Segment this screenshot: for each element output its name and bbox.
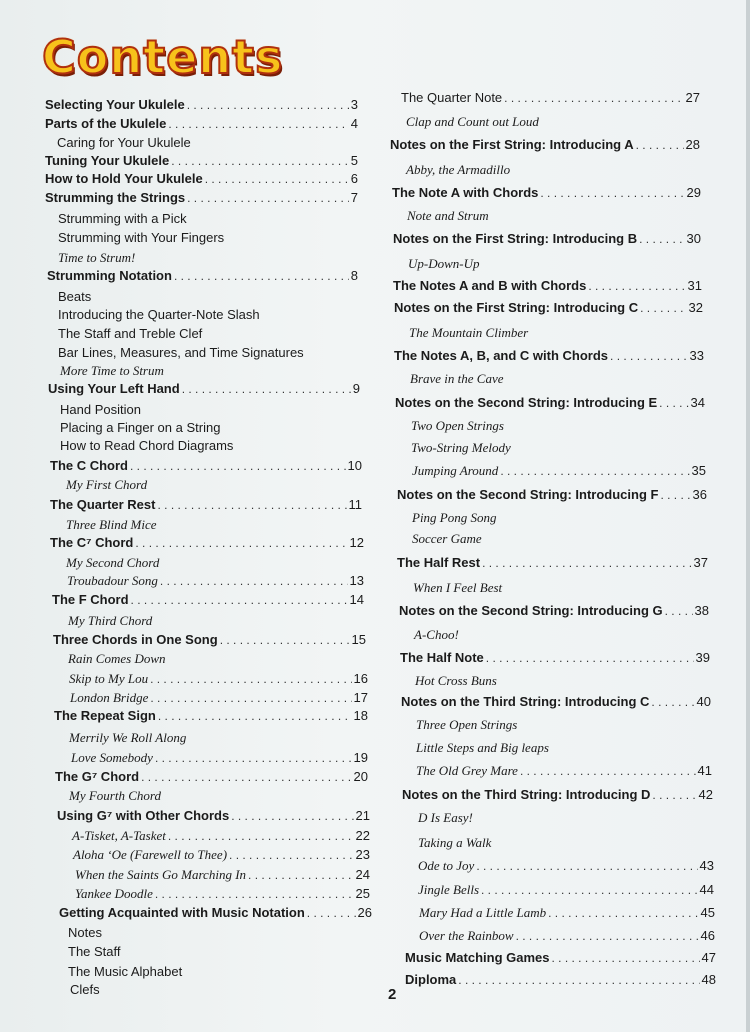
entry-title: My Fourth Chord: [69, 788, 161, 803]
dot-leader: [636, 137, 684, 153]
toc-left-entry: [68, 944, 121, 960]
dot-leader: [588, 278, 685, 294]
entry-page-number: 44: [699, 882, 714, 897]
dot-leader: [307, 905, 356, 921]
toc-left-entry: [58, 250, 135, 266]
entry-page-number: 47: [701, 950, 716, 965]
toc-left-entry: [72, 828, 370, 844]
dot-leader: [150, 690, 351, 706]
toc-right-entry: [411, 418, 504, 434]
toc-right-entry: [416, 740, 549, 756]
toc-right-entry: [394, 348, 704, 364]
entry-title: Selecting Your Ukulele: [45, 97, 185, 112]
entry-title: Troubadour Song: [67, 573, 158, 588]
toc-right-entry: [416, 763, 712, 779]
entry-title: Getting Acquainted with Music Notation: [59, 905, 305, 920]
entry-title: Notes on the First String: Introducing B: [393, 231, 638, 246]
dot-leader: [551, 950, 699, 966]
entry-title: Two Open Strings: [411, 418, 504, 433]
entry-page-number: 26: [357, 905, 372, 920]
toc-left-entry: [69, 788, 161, 804]
dot-leader: [516, 928, 699, 944]
dot-leader: [229, 847, 353, 863]
entry-page-number: 19: [353, 750, 368, 765]
entry-page-number: 45: [700, 905, 715, 920]
toc-left-entry: [60, 438, 233, 454]
entry-page-number: 27: [685, 90, 700, 105]
toc-left-entry: [67, 573, 364, 589]
toc-right-entry: [393, 278, 702, 294]
entry-title: Three Chords in One Song: [53, 632, 218, 647]
toc-left-entry: [58, 326, 202, 342]
dot-leader: [160, 573, 348, 589]
toc-right-entry: [401, 90, 700, 106]
entry-page-number: 32: [688, 300, 703, 315]
entry-page-number: 38: [694, 603, 709, 618]
entry-page-number: 6: [350, 171, 358, 186]
toc-left-entry: [60, 402, 141, 418]
dot-leader: [141, 769, 351, 785]
entry-title: Notes on the Third String: Introducing D: [402, 787, 651, 802]
toc-right-entry: [400, 650, 710, 666]
dot-leader: [482, 555, 691, 571]
entry-title: The F Chord: [52, 592, 129, 607]
entry-page-number: 33: [689, 348, 704, 363]
toc-left-entry: [73, 847, 370, 863]
toc-right-entry: [411, 440, 511, 456]
page-title: Contents: [42, 30, 284, 84]
entry-title: Brave in the Cave: [410, 371, 504, 386]
entry-page-number: 20: [353, 769, 368, 784]
dot-leader: [155, 750, 352, 766]
toc-left-entry: [58, 289, 91, 305]
entry-title: Hot Cross Buns: [415, 673, 497, 688]
entry-title: Notes: [68, 925, 102, 940]
toc-left-entry: [50, 497, 362, 513]
entry-page-number: 7: [350, 190, 358, 205]
entry-page-number: 12: [349, 535, 364, 550]
entry-title: Three Open Strings: [416, 717, 518, 732]
toc-right-entry: [395, 395, 705, 411]
dot-leader: [665, 603, 693, 619]
dot-leader: [659, 395, 688, 411]
toc-left-entry: [58, 345, 304, 361]
toc-right-entry: [394, 300, 703, 316]
entry-title: Clefs: [70, 982, 100, 997]
entry-title: Notes on the Second String: Introducing G: [399, 603, 663, 618]
dot-leader: [248, 867, 354, 883]
entry-title: Strumming the Strings: [45, 190, 186, 205]
entry-page-number: 8: [350, 268, 358, 283]
entry-page-number: 5: [350, 153, 358, 168]
dot-leader: [610, 348, 688, 364]
entry-title: My Third Chord: [68, 613, 153, 628]
toc-left-entry: [58, 211, 187, 227]
toc-left-entry: [59, 905, 372, 921]
toc-left-entry: [45, 171, 358, 187]
toc-left-entry: [57, 808, 370, 824]
entry-title: The Half Rest: [397, 555, 481, 570]
entry-page-number: 35: [691, 463, 706, 478]
dot-leader: [158, 708, 352, 724]
toc-right-entry: [418, 810, 473, 826]
entry-title: Beats: [58, 289, 92, 304]
entry-title: How to Read Chord Diagrams: [60, 438, 234, 453]
toc-left-entry: [45, 153, 358, 169]
dot-leader: [168, 116, 348, 132]
entry-page-number: 30: [686, 231, 701, 246]
dot-leader: [520, 763, 696, 779]
entry-title: Mary Had a Little Lamb: [419, 905, 547, 920]
toc-left-entry: [68, 925, 102, 941]
toc-right-entry: [412, 510, 497, 526]
entry-title: The Staff: [68, 944, 121, 959]
entry-title: Over the Rainbow: [419, 928, 514, 943]
entry-title: Caring for Your Ukulele: [57, 135, 191, 150]
entry-title: The Music Alphabet: [68, 964, 183, 979]
entry-title: The Staff and Treble Clef: [58, 326, 203, 341]
entry-title: A-Tisket, A-Tasket: [72, 828, 166, 843]
toc-right-entry: [392, 185, 701, 201]
entry-title: When the Saints Go Marching In: [75, 867, 247, 882]
toc-left-entry: [71, 750, 368, 766]
entry-title: How to Hold Your Ukulele: [45, 171, 203, 186]
entry-page-number: 10: [347, 458, 362, 473]
dot-leader: [187, 97, 349, 113]
entry-page-number: 4: [350, 116, 358, 131]
toc-left-entry: [66, 517, 157, 533]
entry-title: Notes on the Second String: Introducing E: [395, 395, 658, 410]
toc-right-entry: [405, 950, 716, 966]
entry-title: Up-Down-Up: [408, 256, 480, 271]
toc-right-entry: [393, 231, 701, 247]
dot-leader: [640, 300, 686, 316]
entry-page-number: 13: [349, 573, 364, 588]
toc-left-entry: [75, 886, 370, 902]
toc-left-entry: [68, 613, 152, 629]
toc-left-entry: [60, 420, 220, 436]
toc-left-entry: [55, 769, 368, 785]
page-number: 2: [388, 986, 397, 1003]
entry-title: London Bridge: [70, 690, 149, 705]
toc-left-entry: [52, 592, 364, 608]
dot-leader: [458, 972, 699, 988]
entry-title: Ping Pong Song: [412, 510, 497, 525]
entry-title: Ode to Joy: [418, 858, 475, 873]
toc-left-entry: [69, 730, 186, 746]
entry-title: The Repeat Sign: [54, 708, 156, 723]
toc-left-entry: [57, 135, 191, 151]
toc-left-entry: [75, 867, 370, 883]
toc-right-entry: [406, 114, 539, 130]
toc-right-entry: [402, 787, 713, 803]
entry-page-number: 42: [698, 787, 713, 802]
dot-leader: [540, 185, 684, 201]
dot-leader: [182, 381, 351, 397]
toc-left-entry: [68, 964, 182, 980]
toc-left-entry: [70, 690, 368, 706]
dot-leader: [504, 90, 683, 106]
dot-leader: [171, 153, 349, 169]
dot-leader: [150, 671, 351, 687]
dot-leader: [639, 231, 684, 247]
toc-right-entry: [401, 694, 711, 710]
toc-left-entry: [47, 268, 358, 284]
toc-right-entry: [416, 717, 517, 733]
entry-title: Notes on the Third String: Introducing C: [401, 694, 650, 709]
entry-title: More Time to Strum: [60, 363, 164, 378]
toc-right-entry: [415, 673, 497, 689]
entry-title: My First Chord: [66, 477, 148, 492]
entry-title: The Half Note: [400, 650, 484, 665]
entry-page-number: 3: [350, 97, 358, 112]
toc-left-entry: [50, 458, 362, 474]
dot-leader: [174, 268, 349, 284]
entry-title: Parts of the Ukulele: [45, 116, 167, 131]
entry-title: Notes on the First String: Introducing A: [390, 137, 634, 152]
toc-right-entry: [419, 928, 715, 944]
entry-title: Using Your Left Hand: [48, 381, 180, 396]
toc-left-entry: [48, 381, 360, 397]
toc-left-entry: [68, 651, 166, 667]
entry-title: Tuning Your Ukulele: [45, 153, 170, 168]
entry-title: Skip to My Lou: [69, 671, 149, 686]
entry-title: The Note A with Chords: [392, 185, 539, 200]
entry-title: Rain Comes Down: [68, 651, 166, 666]
entry-page-number: 23: [355, 847, 370, 862]
entry-title: The Notes A and B with Chords: [393, 278, 587, 293]
entry-page-number: 46: [700, 928, 715, 943]
toc-right-entry: [414, 627, 459, 643]
dot-leader: [131, 592, 348, 608]
dot-leader: [231, 808, 353, 824]
toc-right-entry: [397, 487, 707, 503]
entry-title: Introducing the Quarter-Note Slash: [58, 307, 260, 322]
entry-page-number: 37: [693, 555, 708, 570]
toc-left-entry: [66, 555, 159, 571]
entry-page-number: 36: [692, 487, 707, 502]
toc-left-entry: [54, 708, 368, 724]
entry-title: Placing a Finger on a String: [60, 420, 221, 435]
entry-page-number: 16: [353, 671, 368, 686]
entry-title: Jingle Bells: [418, 882, 480, 897]
entry-title: Note and Strum: [407, 208, 489, 223]
entry-title: The Mountain Climber: [409, 325, 529, 340]
toc-right-entry: [390, 137, 700, 153]
entry-title: Jumping Around: [412, 463, 499, 478]
entry-title: Love Somebody: [71, 750, 153, 765]
dot-leader: [187, 190, 349, 206]
entry-title: Yankee Doodle: [75, 886, 153, 901]
dot-leader: [481, 882, 698, 898]
dot-leader: [660, 487, 690, 503]
entry-page-number: 43: [699, 858, 714, 873]
entry-page-number: 48: [701, 972, 716, 987]
entry-title: Diploma: [405, 972, 457, 987]
entry-page-number: 31: [687, 278, 702, 293]
toc-right-entry: [406, 162, 510, 178]
entry-title: Aloha ʻOe (Farewell to Thee): [73, 847, 228, 862]
dot-leader: [548, 905, 698, 921]
entry-title: Strumming with a Pick: [58, 211, 187, 226]
entry-page-number: 39: [695, 650, 710, 665]
dot-leader: [135, 535, 347, 551]
entry-title: Bar Lines, Measures, and Time Signatures: [58, 345, 304, 360]
entry-title: Soccer Game: [412, 531, 482, 546]
entry-title: The C Chord: [50, 458, 128, 473]
entry-page-number: 34: [690, 395, 705, 410]
entry-title: Strumming Notation: [47, 268, 172, 283]
entry-title: The C⁷ Chord: [50, 535, 134, 550]
entry-title: Notes on the Second String: Introducing F: [397, 487, 659, 502]
dot-leader: [651, 694, 694, 710]
entry-page-number: 22: [355, 828, 370, 843]
toc-right-entry: [399, 603, 709, 619]
toc-right-entry: [409, 325, 528, 341]
entry-page-number: 41: [697, 763, 712, 778]
entry-page-number: 18: [353, 708, 368, 723]
toc-right-entry: [412, 531, 482, 547]
toc-left-entry: [70, 982, 100, 998]
entry-title: Merrily We Roll Along: [69, 730, 187, 745]
toc-right-entry: [418, 858, 714, 874]
entry-title: When I Feel Best: [413, 580, 503, 595]
entry-title: The G⁷ Chord: [55, 769, 140, 784]
entry-page-number: 17: [353, 690, 368, 705]
toc-right-entry: [410, 371, 504, 387]
entry-title: Two-String Melody: [411, 440, 511, 455]
entry-title: The Quarter Rest: [50, 497, 156, 512]
entry-title: Time to Strum!: [58, 250, 136, 265]
entry-page-number: 29: [686, 185, 701, 200]
entry-page-number: 28: [685, 137, 700, 152]
toc-left-entry: [45, 97, 358, 113]
toc-left-entry: [53, 632, 366, 648]
entry-title: Clap and Count out Loud: [406, 114, 539, 129]
dot-leader: [476, 858, 697, 874]
entry-title: Taking a Walk: [418, 835, 492, 850]
entry-title: Strumming with Your Fingers: [58, 230, 225, 245]
toc-right-entry: [418, 835, 491, 851]
entry-title: Using G⁷ with Other Chords: [57, 808, 230, 823]
entry-title: Hand Position: [60, 402, 141, 417]
dot-leader: [220, 632, 350, 648]
entry-title: The Notes A, B, and C with Chords: [394, 348, 609, 363]
entry-title: A-Choo!: [414, 627, 459, 642]
entry-page-number: 21: [355, 808, 370, 823]
entry-title: My Second Chord: [66, 555, 160, 570]
toc-right-entry: [412, 463, 706, 479]
toc-right-entry: [408, 256, 480, 272]
dot-leader: [500, 463, 689, 479]
toc-right-entry: [405, 972, 716, 988]
entry-page-number: 25: [355, 886, 370, 901]
entry-title: Notes on the First String: Introducing C: [394, 300, 639, 315]
entry-title: Three Blind Mice: [66, 517, 157, 532]
dot-leader: [168, 828, 354, 844]
toc-right-entry: [397, 555, 708, 571]
entry-title: Abby, the Armadillo: [406, 162, 511, 177]
toc-left-entry: [60, 363, 164, 379]
toc-left-entry: [50, 535, 364, 551]
entry-page-number: 14: [349, 592, 364, 607]
entry-title: Music Matching Games: [405, 950, 550, 965]
toc-left-entry: [45, 190, 358, 206]
entry-page-number: 9: [352, 381, 360, 396]
dot-leader: [155, 886, 354, 902]
dot-leader: [652, 787, 696, 803]
entry-page-number: 40: [696, 694, 711, 709]
entry-page-number: 15: [351, 632, 366, 647]
toc-left-entry: [58, 230, 224, 246]
toc-right-entry: [407, 208, 489, 224]
entry-page-number: 24: [355, 867, 370, 882]
dot-leader: [205, 171, 349, 187]
dot-leader: [130, 458, 346, 474]
toc-right-entry: [413, 580, 502, 596]
toc-right-entry: [418, 882, 714, 898]
entry-title: D Is Easy!: [418, 810, 473, 825]
toc-left-entry: [45, 116, 358, 132]
entry-page-number: 11: [348, 497, 362, 512]
toc-left-entry: [66, 477, 147, 493]
toc-left-entry: [69, 671, 368, 687]
toc-left-entry: [58, 307, 260, 323]
entry-title: The Quarter Note: [401, 90, 503, 105]
toc-right-entry: [419, 905, 715, 921]
dot-leader: [157, 497, 346, 513]
dot-leader: [486, 650, 694, 666]
entry-title: The Old Grey Mare: [416, 763, 518, 778]
entry-title: Little Steps and Big leaps: [416, 740, 549, 755]
